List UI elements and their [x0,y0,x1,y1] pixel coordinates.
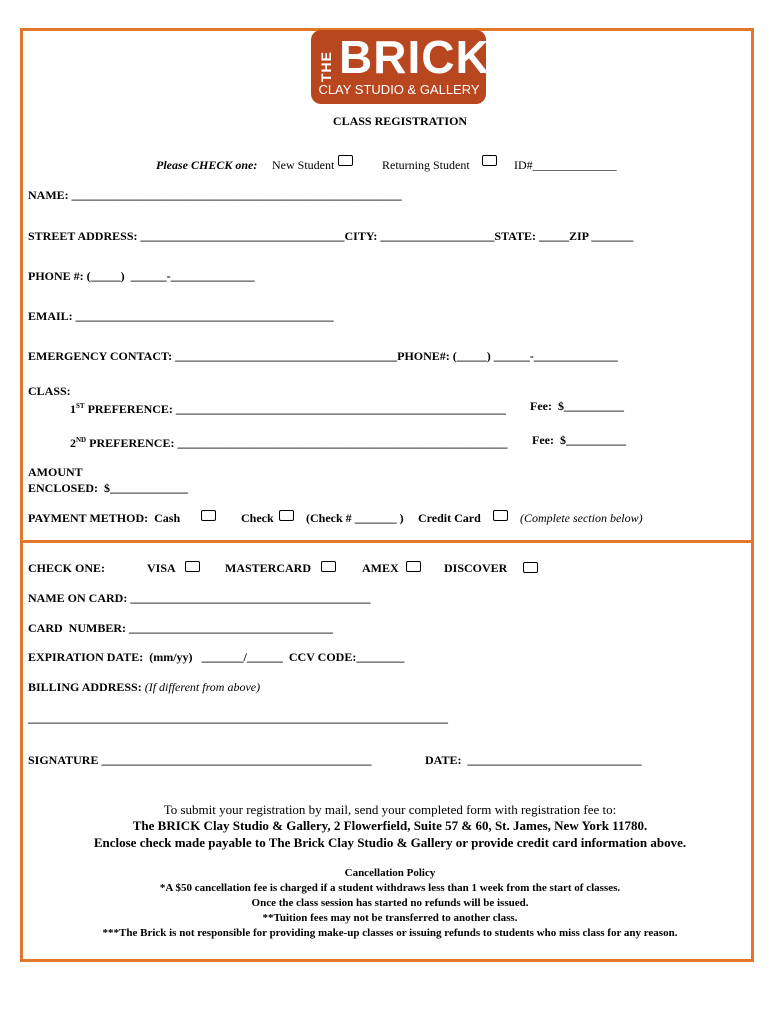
emergency-contact-field[interactable]: EMERGENCY CONTACT: _____________________________________PHONE#: (_____) ______-______________ [28,349,618,363]
amount-label: AMOUNT [28,465,83,479]
cancellation-line-2: Once the class session has started no refunds will be issued. [251,897,529,909]
visa-label: VISA [147,561,176,575]
mastercard-checkbox[interactable] [321,561,336,572]
discover-label: DISCOVER [444,561,508,575]
studio-address: The BRICK Clay Studio & Gallery, 2 Flowerfield, Suite 57 & 60, St. James, New York 11780. [132,818,648,833]
signature-field[interactable]: SIGNATURE _____________________________________________ [28,753,372,767]
student-id-field[interactable]: ID#______________ [514,158,617,172]
date-field[interactable]: DATE: _____________________________ [425,753,642,767]
amex-checkbox[interactable] [406,561,421,572]
payment-instructions: Enclose check made payable to The Brick Clay Studio & Gallery or provide credit card information above. [93,835,687,850]
billing-address-line[interactable]: ______________________________________________________________________ [28,711,448,725]
visa-checkbox[interactable] [185,561,200,572]
cancellation-line-4: ***The Brick is not responsible for providing make-up classes or issuing refunds to students who miss class for any reason. [102,927,678,939]
check-label: Check [241,511,274,525]
credit-card-note: (Complete section below) [520,511,643,525]
card-type-label: CHECK ONE: [28,561,106,575]
email-field[interactable]: EMAIL: ___________________________________________ [28,309,334,323]
discover-checkbox[interactable] [523,562,538,573]
card-number-field[interactable]: CARD NUMBER: __________________________________ [28,621,333,635]
brick-logo [311,30,490,104]
new-student-label: New Student [272,158,335,172]
credit-card-label: Credit Card [418,511,481,525]
first-preference-fee[interactable]: Fee: $__________ [530,399,624,413]
check-number-field[interactable]: (Check # _______ ) [306,511,404,525]
logo-the: THE [318,51,334,83]
phone-field[interactable]: PHONE #: (_____) ______-______________ [28,269,255,283]
mail-instructions: To submit your registration by mail, send your completed form with registration fee to: [163,802,617,817]
check-one-prompt: Please CHECK one: [156,158,258,172]
cash-checkbox[interactable] [201,510,216,521]
amount-enclosed-field[interactable]: ENCLOSED: $_____________ [28,481,189,495]
returning-student-label: Returning Student [382,158,470,172]
cancellation-line-3: **Tuition fees may not be transferred to another class. [262,912,518,924]
first-preference-field[interactable]: 1ST PREFERENCE: _______________________________________________________ [70,402,506,416]
credit-card-checkbox[interactable] [493,510,508,521]
payment-method-label: PAYMENT METHOD: Cash [28,511,181,525]
cancellation-title: Cancellation Policy [344,867,436,879]
name-field[interactable]: NAME: _______________________________________________________ [28,188,402,202]
check-checkbox[interactable] [279,510,294,521]
logo-brick: BRICK [339,31,490,83]
expiration-ccv-field[interactable]: EXPIRATION DATE: (mm/yy) _______/______ CCV CODE:________ [28,650,405,664]
second-preference-fee[interactable]: Fee: $__________ [532,433,626,447]
class-label: CLASS: [28,384,71,398]
billing-address-label: BILLING ADDRESS: (If different from above) [28,680,261,694]
name-on-card-field[interactable]: NAME ON CARD: ________________________________________ [28,591,371,605]
address-field[interactable]: STREET ADDRESS: __________________________________CITY: ___________________STATE: _____ZIP _______ [28,229,634,243]
amex-label: AMEX [362,561,399,575]
cancellation-line-1: *A $50 cancellation fee is charged if a student withdraws less than 1 week from the start of classes. [159,882,621,894]
section-divider [20,540,754,543]
returning-student-checkbox[interactable] [482,155,497,166]
new-student-checkbox[interactable] [338,155,353,166]
logo-subtitle: CLAY STUDIO & GALLERY [318,82,480,97]
page-title: CLASS REGISTRATION [332,114,468,128]
mastercard-label: MASTERCARD [225,561,312,575]
second-preference-field[interactable]: 2ND PREFERENCE: _______________________________________________________ [70,436,508,450]
